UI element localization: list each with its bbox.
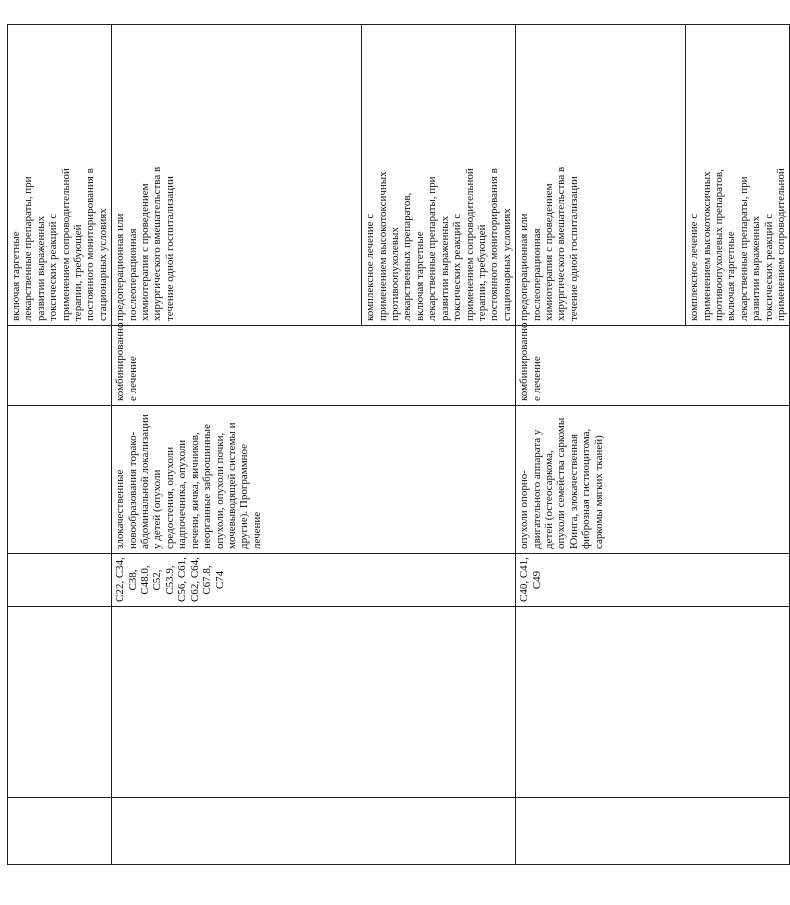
text-line: C67.8, <box>201 565 214 595</box>
text-line: предоперационная или <box>518 213 531 321</box>
text-line: включая таргетные <box>413 231 426 321</box>
text-line: C74 <box>213 570 226 590</box>
cell-icd-codes <box>112 554 516 607</box>
text-line: течение одной госпитализации <box>163 176 176 321</box>
text-line: комбинированно <box>114 322 127 401</box>
cell-treatment-type <box>516 322 790 406</box>
cell-lines <box>518 29 580 321</box>
text-line: послеоперационная <box>126 228 139 321</box>
text-line: лекарственные препараты, при <box>426 176 439 321</box>
cell-lines <box>518 558 543 602</box>
text-line: детей (остеосаркома, <box>542 450 555 549</box>
text-line: химиотерапия с проведением <box>542 183 555 321</box>
cell-empty <box>516 798 790 865</box>
text-line: стационарных условиях <box>500 208 513 321</box>
text-line: токсических реакций с <box>451 213 464 321</box>
cell-method <box>8 25 112 326</box>
text-line: е лечение <box>126 356 139 401</box>
cell-patient-model <box>112 406 516 554</box>
rotated-table-wrapper <box>7 25 787 865</box>
cell-method <box>362 25 516 326</box>
cell-empty <box>8 326 112 406</box>
text-line: терапии, требующей <box>475 224 488 321</box>
text-line: у детей (опухоли <box>151 469 164 549</box>
cell-treatment-type <box>112 322 516 406</box>
text-line: комплексное лечение с <box>364 213 377 321</box>
table-row-previous <box>8 25 112 865</box>
text-line: послеоперационная <box>530 228 543 321</box>
table-row <box>516 25 686 865</box>
text-line: применением сопроводительной <box>774 168 787 321</box>
text-line: противоопухолевых препаратов, <box>712 169 725 321</box>
cell-empty <box>8 607 112 798</box>
text-line: Юинга, злокачественная <box>567 433 580 549</box>
text-line: двигательного аппарата у <box>530 429 543 549</box>
cell-lines <box>364 29 513 321</box>
text-line: постоянного мониторирования в <box>84 168 97 321</box>
text-line: химиотерапия с проведением <box>139 183 152 321</box>
text-line: предоперационная или <box>114 213 127 321</box>
cell-lines <box>114 29 176 321</box>
text-line: C38, <box>126 569 139 591</box>
cell-empty <box>8 798 112 865</box>
text-line: течение одной госпитализации <box>567 176 580 321</box>
text-line: комплексное лечение с <box>688 213 701 321</box>
text-line: развитии выраженных <box>34 215 47 321</box>
text-line: мочевыводящей системы и <box>225 422 238 549</box>
text-line: лечение <box>250 511 263 549</box>
text-line: постоянного мониторирования в <box>488 168 501 321</box>
text-line: е лечение <box>530 356 543 401</box>
text-line: неорганные забрюшинные <box>201 424 214 549</box>
text-line: новообразования торако- <box>126 431 139 549</box>
text-line: токсических реакций с <box>762 213 775 321</box>
text-line: C49 <box>530 570 543 590</box>
text-line: абдоминальной локализации <box>139 414 152 549</box>
cell-method <box>112 25 362 326</box>
cell-lines <box>114 322 139 401</box>
text-line: хирургического вмешательства в <box>151 166 164 321</box>
text-line: лекарственные препараты, при <box>737 176 750 321</box>
text-line: злокачественные <box>114 469 127 549</box>
text-line: применением сопроводительной <box>59 168 72 321</box>
text-line: включая таргетные <box>725 231 738 321</box>
table-row <box>112 25 362 865</box>
text-line: токсических реакций с <box>47 213 60 321</box>
text-line: C40, C41, <box>518 557 531 602</box>
text-line: C56, C61, <box>176 557 189 602</box>
cell-method <box>516 25 686 326</box>
text-line: средостения, опухоли <box>163 446 176 549</box>
treatment-table <box>7 24 790 865</box>
cell-empty <box>516 607 790 798</box>
text-line: саркомы мягких тканей) <box>592 435 605 549</box>
text-line: применением высокотоксичных <box>700 171 713 321</box>
text-line: развитии выраженных <box>750 215 763 321</box>
text-line: развитии выраженных <box>438 215 451 321</box>
cell-lines <box>114 558 226 602</box>
text-line: фиброзная гистиоцитома, <box>580 428 593 549</box>
cell-lines <box>688 29 787 321</box>
text-line: включая таргетные <box>10 231 22 321</box>
text-line: лекарственных препаратов, <box>401 192 414 321</box>
text-line: применением высокотоксичных <box>376 171 389 321</box>
cell-empty <box>112 607 516 798</box>
cell-lines <box>518 322 543 401</box>
text-line: комбинированно <box>518 322 531 401</box>
text-line: C22, C34, <box>114 557 127 602</box>
text-line: применением сопроводительной <box>463 168 476 321</box>
text-line: опухоли, опухоли почки, <box>213 432 226 549</box>
cell-empty <box>8 554 112 607</box>
cell-lines <box>518 410 605 549</box>
text-line: стационарных условиях <box>96 208 109 321</box>
text-line: C62, C64, <box>188 557 201 602</box>
cell-method <box>686 25 790 326</box>
text-line: C48.0, <box>139 565 152 595</box>
text-line: хирургического вмешательства в <box>555 166 568 321</box>
text-line: противоопухолевых <box>389 227 402 321</box>
text-line: надпочечника, опухоли <box>176 439 189 549</box>
cell-empty <box>8 406 112 554</box>
text-line: C52, <box>151 569 164 591</box>
cell-patient-model <box>516 406 790 554</box>
cell-lines <box>114 410 263 549</box>
cell-empty <box>112 798 516 865</box>
cell-icd-codes <box>516 554 790 607</box>
text-line: опухоли семейства саркомы <box>555 417 568 549</box>
text-line: опухоли опорно- <box>518 470 531 549</box>
text-line: терапии, требующей <box>72 224 85 321</box>
text-line: C53.9, <box>163 565 176 595</box>
text-line: другие). Программное <box>238 443 251 549</box>
text-line: лекарственные препараты, при <box>22 176 35 321</box>
cell-lines <box>10 29 109 321</box>
text-line: печени, яичка, яичников, <box>188 432 201 549</box>
